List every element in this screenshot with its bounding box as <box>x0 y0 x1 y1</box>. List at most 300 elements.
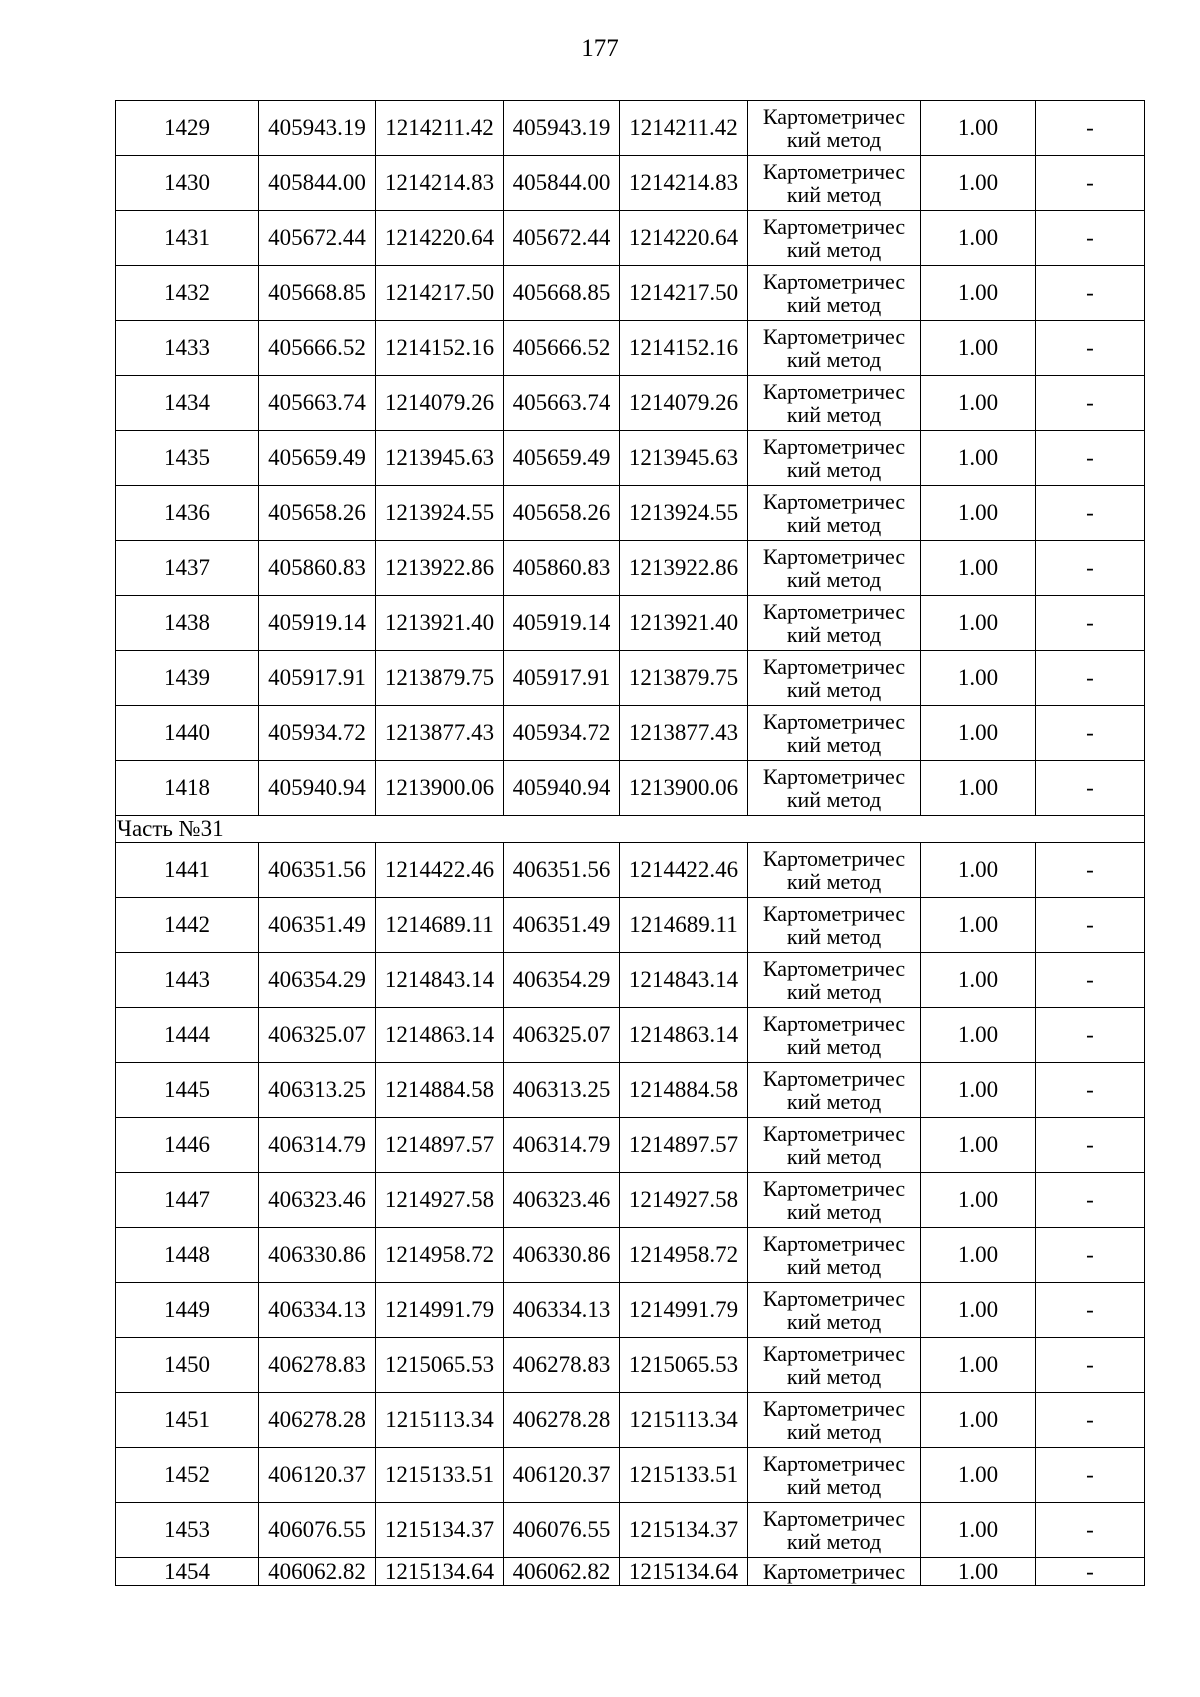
precision-cell: 1.00 <box>921 761 1036 816</box>
method-line-1: Картометричес <box>762 1010 906 1036</box>
point-id-cell: 1433 <box>116 321 259 376</box>
precision-cell: 1.00 <box>921 1063 1036 1118</box>
table-row <box>116 761 1145 816</box>
method-line-2: кий метод <box>786 621 882 647</box>
point-id-cell: 1436 <box>116 486 259 541</box>
y-old-cell: 1213922.86 <box>376 541 504 596</box>
note-cell: - <box>1036 486 1145 541</box>
method-line-1: Картометричес <box>762 213 906 239</box>
note-cell: - <box>1036 1063 1145 1118</box>
y-new-cell: 1214991.79 <box>620 1283 748 1338</box>
precision-cell: 1.00 <box>921 101 1036 156</box>
method-line-1: Картометричес <box>762 653 906 679</box>
y-old-cell: 1215113.34 <box>376 1393 504 1448</box>
note-cell: - <box>1036 376 1145 431</box>
table-row <box>116 651 1145 706</box>
y-new-cell: 1213879.75 <box>620 651 748 706</box>
x-new-cell: 405940.94 <box>504 761 620 816</box>
point-id-cell: 1434 <box>116 376 259 431</box>
y-old-cell: 1214220.64 <box>376 211 504 266</box>
y-new-cell: 1214863.14 <box>620 1008 748 1063</box>
x-new-cell: 405668.85 <box>504 266 620 321</box>
precision-cell: 1.00 <box>921 1118 1036 1173</box>
x-new-cell: 406313.25 <box>504 1063 620 1118</box>
x-new-cell: 406278.28 <box>504 1393 620 1448</box>
precision-cell: 1.00 <box>921 1558 1036 1586</box>
x-old-cell: 406062.82 <box>259 1558 376 1586</box>
point-id-cell: 1444 <box>116 1008 259 1063</box>
note-cell: - <box>1036 651 1145 706</box>
x-new-cell: 406325.07 <box>504 1008 620 1063</box>
method-line-1: Картометричес <box>762 433 906 459</box>
point-id-cell: 1441 <box>116 843 259 898</box>
precision-cell: 1.00 <box>921 486 1036 541</box>
y-new-cell: 1214843.14 <box>620 953 748 1008</box>
section-header-row <box>116 816 1145 843</box>
table-row <box>116 266 1145 321</box>
note-cell: - <box>1036 1283 1145 1338</box>
y-new-cell: 1214897.57 <box>620 1118 748 1173</box>
precision-cell: 1.00 <box>921 1503 1036 1558</box>
method-line-1: Картометричес <box>762 543 906 569</box>
method-line-2: кий метод <box>786 868 882 894</box>
x-new-cell: 406354.29 <box>504 953 620 1008</box>
precision-cell: 1.00 <box>921 898 1036 953</box>
x-old-cell: 405844.00 <box>259 156 376 211</box>
x-old-cell: 406351.56 <box>259 843 376 898</box>
method-cell <box>748 953 921 1008</box>
precision-cell: 1.00 <box>921 266 1036 321</box>
method-line-1: Картометричес <box>762 158 906 184</box>
note-cell: - <box>1036 1173 1145 1228</box>
precision-cell: 1.00 <box>921 596 1036 651</box>
x-old-cell: 405663.74 <box>259 376 376 431</box>
y-old-cell: 1214079.26 <box>376 376 504 431</box>
point-id-cell: 1431 <box>116 211 259 266</box>
method-cell: Картометричес <box>748 1558 921 1586</box>
method-line-2: кий метод <box>786 1088 882 1114</box>
note-cell: - <box>1036 843 1145 898</box>
y-new-cell: 1213945.63 <box>620 431 748 486</box>
x-new-cell: 405666.52 <box>504 321 620 376</box>
y-new-cell: 1215113.34 <box>620 1393 748 1448</box>
table-row <box>116 1558 1145 1586</box>
x-new-cell: 405844.00 <box>504 156 620 211</box>
y-old-cell: 1215134.37 <box>376 1503 504 1558</box>
method-cell <box>748 1338 921 1393</box>
table-row <box>116 1118 1145 1173</box>
method-line-2: кий метод <box>786 1418 882 1444</box>
point-id-cell: 1454 <box>116 1558 259 1586</box>
x-old-cell: 405943.19 <box>259 101 376 156</box>
method-line-1: Картометричес <box>762 1285 906 1311</box>
table-row <box>116 843 1145 898</box>
method-line-1: Картометричес <box>762 1505 906 1531</box>
note-cell: - <box>1036 1228 1145 1283</box>
method-cell <box>748 321 921 376</box>
precision-cell: 1.00 <box>921 376 1036 431</box>
y-old-cell: 1213879.75 <box>376 651 504 706</box>
method-line-1: Картометричес <box>762 103 906 129</box>
method-cell <box>748 1448 921 1503</box>
method-cell <box>748 541 921 596</box>
x-new-cell: 405860.83 <box>504 541 620 596</box>
method-cell <box>748 211 921 266</box>
y-new-cell: 1214927.58 <box>620 1173 748 1228</box>
note-cell: - <box>1036 761 1145 816</box>
x-new-cell: 405919.14 <box>504 596 620 651</box>
x-new-cell: 406278.83 <box>504 1338 620 1393</box>
method-line-1: Картометричес <box>762 1120 906 1146</box>
x-old-cell: 406313.25 <box>259 1063 376 1118</box>
method-line-1: Картометричес <box>762 900 906 926</box>
method-cell <box>748 1008 921 1063</box>
x-old-cell: 406323.46 <box>259 1173 376 1228</box>
point-id-cell: 1452 <box>116 1448 259 1503</box>
method-cell <box>748 761 921 816</box>
y-old-cell: 1214152.16 <box>376 321 504 376</box>
point-id-cell: 1446 <box>116 1118 259 1173</box>
y-old-cell: 1214991.79 <box>376 1283 504 1338</box>
y-new-cell: 1215134.37 <box>620 1503 748 1558</box>
precision-cell: 1.00 <box>921 1393 1036 1448</box>
y-new-cell: 1214152.16 <box>620 321 748 376</box>
y-new-cell: 1215065.53 <box>620 1338 748 1393</box>
note-cell: - <box>1036 1008 1145 1063</box>
method-cell <box>748 486 921 541</box>
table-row <box>116 1338 1145 1393</box>
x-old-cell: 405668.85 <box>259 266 376 321</box>
y-new-cell: 1214220.64 <box>620 211 748 266</box>
method-line-2: кий метод <box>786 1198 882 1224</box>
y-new-cell: 1215134.64 <box>620 1558 748 1586</box>
method-line-2: кий метод <box>786 181 882 207</box>
x-new-cell: 405658.26 <box>504 486 620 541</box>
x-new-cell: 405917.91 <box>504 651 620 706</box>
method-line-2: кий метод <box>786 566 882 592</box>
method-line-2: кий метод <box>786 346 882 372</box>
x-new-cell: 405663.74 <box>504 376 620 431</box>
point-id-cell: 1447 <box>116 1173 259 1228</box>
method-line-2: кий метод <box>786 1308 882 1334</box>
y-new-cell: 1213924.55 <box>620 486 748 541</box>
table-row <box>116 541 1145 596</box>
method-cell <box>748 1503 921 1558</box>
precision-cell: 1.00 <box>921 651 1036 706</box>
x-old-cell: 405940.94 <box>259 761 376 816</box>
precision-cell: 1.00 <box>921 431 1036 486</box>
table-row <box>116 953 1145 1008</box>
method-line-2: кий метод <box>786 978 882 1004</box>
table-row <box>116 1448 1145 1503</box>
x-old-cell: 406314.79 <box>259 1118 376 1173</box>
method-cell <box>748 431 921 486</box>
point-id-cell: 1453 <box>116 1503 259 1558</box>
method-line-2: кий метод <box>786 291 882 317</box>
y-new-cell: 1213921.40 <box>620 596 748 651</box>
table-row <box>116 156 1145 211</box>
y-new-cell: 1214884.58 <box>620 1063 748 1118</box>
note-cell: - <box>1036 431 1145 486</box>
y-old-cell: 1214897.57 <box>376 1118 504 1173</box>
table-row <box>116 211 1145 266</box>
table-row <box>116 706 1145 761</box>
y-new-cell: 1214214.83 <box>620 156 748 211</box>
method-line-2: кий метод <box>786 1363 882 1389</box>
note-cell: - <box>1036 1448 1145 1503</box>
method-line-1: Картометричес <box>762 598 906 624</box>
x-old-cell: 406278.83 <box>259 1338 376 1393</box>
method-cell <box>748 651 921 706</box>
x-old-cell: 405934.72 <box>259 706 376 761</box>
y-old-cell: 1215065.53 <box>376 1338 504 1393</box>
y-new-cell: 1213900.06 <box>620 761 748 816</box>
precision-cell: 1.00 <box>921 706 1036 761</box>
note-cell: - <box>1036 266 1145 321</box>
method-line-1: Картометричес <box>762 1395 906 1421</box>
point-id-cell: 1448 <box>116 1228 259 1283</box>
note-cell: - <box>1036 898 1145 953</box>
method-line-1: Картометричес <box>762 1340 906 1366</box>
method-line-2: кий метод <box>786 1528 882 1554</box>
precision-cell: 1.00 <box>921 1008 1036 1063</box>
method-line-2: кий метод <box>786 1033 882 1059</box>
y-old-cell: 1214422.46 <box>376 843 504 898</box>
method-cell <box>748 1228 921 1283</box>
method-cell <box>748 1173 921 1228</box>
method-line-2: кий метод <box>786 511 882 537</box>
y-old-cell: 1214843.14 <box>376 953 504 1008</box>
point-id-cell: 1439 <box>116 651 259 706</box>
method-cell <box>748 266 921 321</box>
table-row <box>116 1228 1145 1283</box>
y-old-cell: 1215133.51 <box>376 1448 504 1503</box>
y-old-cell: 1213877.43 <box>376 706 504 761</box>
y-new-cell: 1214958.72 <box>620 1228 748 1283</box>
table-row <box>116 1503 1145 1558</box>
note-cell: - <box>1036 1338 1145 1393</box>
point-id-cell: 1442 <box>116 898 259 953</box>
y-old-cell: 1214958.72 <box>376 1228 504 1283</box>
x-new-cell: 406120.37 <box>504 1448 620 1503</box>
table-body <box>116 101 1145 1586</box>
method-cell <box>748 156 921 211</box>
method-line-2: кий метод <box>786 731 882 757</box>
section-label: Часть №31 <box>116 816 1145 843</box>
method-cell <box>748 101 921 156</box>
note-cell: - <box>1036 156 1145 211</box>
point-id-cell: 1435 <box>116 431 259 486</box>
method-line-1: Картометричес <box>762 1175 906 1201</box>
note-cell: - <box>1036 1558 1145 1586</box>
method-line-1: Картометричес <box>762 1065 906 1091</box>
method-line-1: Картометричес <box>762 845 906 871</box>
table-row <box>116 1173 1145 1228</box>
x-old-cell: 405917.91 <box>259 651 376 706</box>
coordinates-table <box>115 100 1145 1586</box>
point-id-cell: 1432 <box>116 266 259 321</box>
y-old-cell: 1213921.40 <box>376 596 504 651</box>
point-id-cell: 1430 <box>116 156 259 211</box>
method-cell <box>748 898 921 953</box>
page-number: 177 <box>581 35 619 62</box>
y-old-cell: 1213900.06 <box>376 761 504 816</box>
note-cell: - <box>1036 1393 1145 1448</box>
y-old-cell: 1214217.50 <box>376 266 504 321</box>
method-cell <box>748 843 921 898</box>
x-new-cell: 406351.49 <box>504 898 620 953</box>
method-line-1: Картометричес <box>762 763 906 789</box>
y-old-cell: 1214863.14 <box>376 1008 504 1063</box>
method-line-1: Картометричес <box>762 955 906 981</box>
note-cell: - <box>1036 1503 1145 1558</box>
point-id-cell: 1429 <box>116 101 259 156</box>
table-row <box>116 1283 1145 1338</box>
point-id-cell: 1451 <box>116 1393 259 1448</box>
y-new-cell: 1215133.51 <box>620 1448 748 1503</box>
method-line-2: кий метод <box>786 786 882 812</box>
x-old-cell: 405919.14 <box>259 596 376 651</box>
x-old-cell: 406076.55 <box>259 1503 376 1558</box>
method-line-1: Картометричес <box>762 268 906 294</box>
method-cell <box>748 376 921 431</box>
point-id-cell: 1438 <box>116 596 259 651</box>
y-old-cell: 1214927.58 <box>376 1173 504 1228</box>
x-new-cell: 406062.82 <box>504 1558 620 1586</box>
note-cell: - <box>1036 596 1145 651</box>
method-line-2: кий метод <box>786 126 882 152</box>
method-cell <box>748 706 921 761</box>
x-new-cell: 406334.13 <box>504 1283 620 1338</box>
note-cell: - <box>1036 953 1145 1008</box>
x-old-cell: 406330.86 <box>259 1228 376 1283</box>
y-new-cell: 1213877.43 <box>620 706 748 761</box>
x-old-cell: 406351.49 <box>259 898 376 953</box>
x-new-cell: 406330.86 <box>504 1228 620 1283</box>
y-new-cell: 1214689.11 <box>620 898 748 953</box>
table-row <box>116 431 1145 486</box>
note-cell: - <box>1036 706 1145 761</box>
x-new-cell: 405659.49 <box>504 431 620 486</box>
table-row <box>116 321 1145 376</box>
y-old-cell: 1213945.63 <box>376 431 504 486</box>
x-old-cell: 405658.26 <box>259 486 376 541</box>
y-old-cell: 1214211.42 <box>376 101 504 156</box>
note-cell: - <box>1036 1118 1145 1173</box>
x-new-cell: 406076.55 <box>504 1503 620 1558</box>
point-id-cell: 1418 <box>116 761 259 816</box>
method-cell <box>748 1283 921 1338</box>
x-old-cell: 406354.29 <box>259 953 376 1008</box>
note-cell: - <box>1036 321 1145 376</box>
method-line-1: Картометричес <box>762 1450 906 1476</box>
table-row <box>116 1393 1145 1448</box>
point-id-cell: 1440 <box>116 706 259 761</box>
point-id-cell: 1443 <box>116 953 259 1008</box>
table-row <box>116 101 1145 156</box>
method-line-2: кий метод <box>786 1253 882 1279</box>
method-line-2: кий метод <box>786 1143 882 1169</box>
x-new-cell: 405672.44 <box>504 211 620 266</box>
point-id-cell: 1437 <box>116 541 259 596</box>
point-id-cell: 1450 <box>116 1338 259 1393</box>
x-old-cell: 405659.49 <box>259 431 376 486</box>
table-row <box>116 898 1145 953</box>
y-new-cell: 1213922.86 <box>620 541 748 596</box>
table-row <box>116 486 1145 541</box>
table-row <box>116 1063 1145 1118</box>
y-old-cell: 1213924.55 <box>376 486 504 541</box>
y-new-cell: 1214217.50 <box>620 266 748 321</box>
method-cell <box>748 1393 921 1448</box>
table-row <box>116 596 1145 651</box>
x-new-cell: 406323.46 <box>504 1173 620 1228</box>
y-old-cell: 1214884.58 <box>376 1063 504 1118</box>
precision-cell: 1.00 <box>921 953 1036 1008</box>
y-old-cell: 1214689.11 <box>376 898 504 953</box>
method-line-2: кий метод <box>786 236 882 262</box>
precision-cell: 1.00 <box>921 1448 1036 1503</box>
method-line-1: Картометричес <box>762 1230 906 1256</box>
x-old-cell: 405860.83 <box>259 541 376 596</box>
point-id-cell: 1445 <box>116 1063 259 1118</box>
x-new-cell: 405934.72 <box>504 706 620 761</box>
note-cell: - <box>1036 101 1145 156</box>
method-line-2: кий метод <box>786 676 882 702</box>
precision-cell: 1.00 <box>921 541 1036 596</box>
point-id-cell: 1449 <box>116 1283 259 1338</box>
method-line-1: Картометричес <box>762 323 906 349</box>
precision-cell: 1.00 <box>921 1228 1036 1283</box>
x-old-cell: 406120.37 <box>259 1448 376 1503</box>
y-new-cell: 1214211.42 <box>620 101 748 156</box>
method-line-2: кий метод <box>786 456 882 482</box>
x-old-cell: 406325.07 <box>259 1008 376 1063</box>
precision-cell: 1.00 <box>921 1283 1036 1338</box>
y-old-cell: 1214214.83 <box>376 156 504 211</box>
method-line-1: Картометричес <box>762 488 906 514</box>
method-line-1: Картометричес <box>762 708 906 734</box>
x-old-cell: 406334.13 <box>259 1283 376 1338</box>
precision-cell: 1.00 <box>921 843 1036 898</box>
y-new-cell: 1214079.26 <box>620 376 748 431</box>
x-old-cell: 405666.52 <box>259 321 376 376</box>
method-line-2: кий метод <box>786 923 882 949</box>
note-cell: - <box>1036 541 1145 596</box>
x-new-cell: 405943.19 <box>504 101 620 156</box>
precision-cell: 1.00 <box>921 1338 1036 1393</box>
precision-cell: 1.00 <box>921 1173 1036 1228</box>
note-cell: - <box>1036 211 1145 266</box>
method-cell <box>748 1118 921 1173</box>
method-cell <box>748 596 921 651</box>
x-new-cell: 406351.56 <box>504 843 620 898</box>
table-row <box>116 1008 1145 1063</box>
table-row <box>116 376 1145 431</box>
x-old-cell: 405672.44 <box>259 211 376 266</box>
y-new-cell: 1214422.46 <box>620 843 748 898</box>
method-cell <box>748 1063 921 1118</box>
method-line-2: кий метод <box>786 1473 882 1499</box>
method-line-1: Картометричес <box>762 378 906 404</box>
precision-cell: 1.00 <box>921 211 1036 266</box>
x-old-cell: 406278.28 <box>259 1393 376 1448</box>
x-new-cell: 406314.79 <box>504 1118 620 1173</box>
method-line-2: кий метод <box>786 401 882 427</box>
precision-cell: 1.00 <box>921 321 1036 376</box>
precision-cell: 1.00 <box>921 156 1036 211</box>
y-old-cell: 1215134.64 <box>376 1558 504 1586</box>
